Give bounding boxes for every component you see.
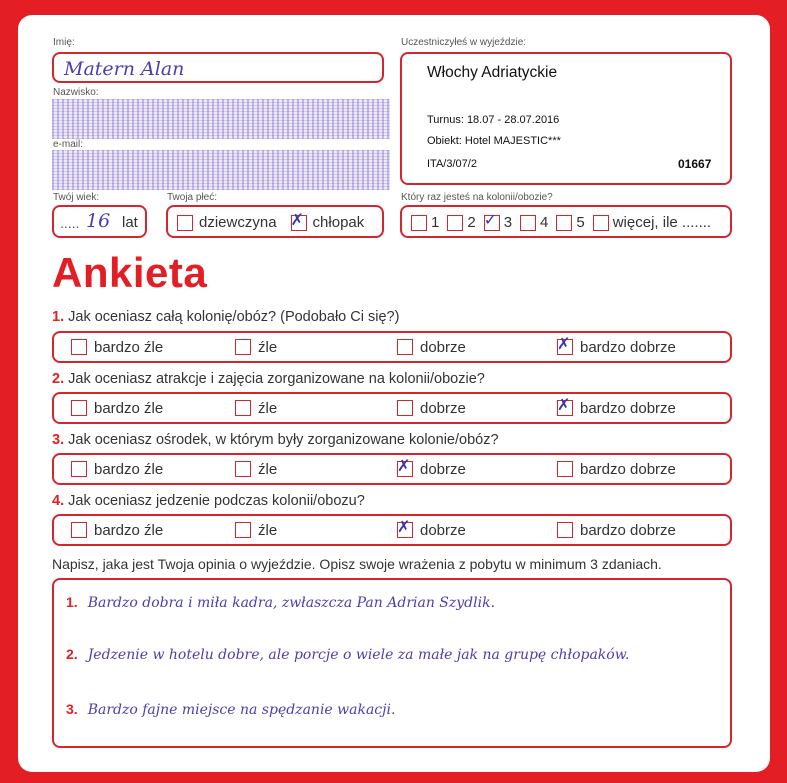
age-dots: ..... — [60, 215, 80, 231]
question-3-option-0 — [71, 455, 163, 483]
label-email: e-mail: — [53, 139, 84, 150]
opinion-line-3 — [66, 701, 395, 718]
question-2-answers — [52, 392, 732, 424]
question-4-number: 4. — [52, 493, 65, 509]
question-4-option-label-1: źle — [258, 521, 278, 539]
question-2-checkbox-2[interactable] — [397, 400, 413, 416]
times-checkbox-1[interactable] — [411, 215, 427, 231]
question-3-answers — [52, 453, 732, 485]
times-checkbox-5[interactable] — [556, 215, 572, 231]
age-unit: lat — [122, 214, 138, 231]
question-2 — [52, 371, 485, 387]
question-1-option-label-0: bardzo źle — [94, 338, 164, 356]
question-4-option-label-3: bardzo dobrze — [580, 521, 676, 539]
age-field[interactable] — [52, 205, 147, 238]
question-4-option-3 — [557, 516, 676, 544]
age-value: 16 — [86, 210, 111, 232]
times-label-1: 1 — [431, 214, 440, 231]
question-4 — [52, 493, 365, 509]
name-value: Matern Alan — [64, 58, 185, 80]
gender-label-dziewczyna: dziewczyna — [199, 214, 277, 231]
question-2-option-label-3: bardzo dobrze — [580, 399, 676, 417]
question-4-checkbox-3[interactable] — [557, 522, 573, 538]
opinion-line-2 — [66, 646, 630, 663]
label-wiek: Twój wiek: — [53, 192, 100, 203]
question-2-option-label-1: źle — [258, 399, 278, 417]
trip-turnus: Turnus: 18.07 - 28.07.2016 — [427, 114, 560, 126]
question-3-checkbox-2[interactable] — [397, 456, 413, 477]
question-3-option-label-1: źle — [258, 460, 278, 478]
question-3-option-label-3: bardzo dobrze — [580, 460, 676, 478]
label-nazwisko: Nazwisko: — [53, 87, 99, 98]
question-3-text: Jak oceniasz ośrodek, w którym były zorganizowane kolonie/obóz? — [68, 432, 499, 448]
question-2-checkbox-3[interactable] — [557, 395, 573, 416]
question-4-answers — [52, 514, 732, 546]
question-3-option-3 — [557, 455, 676, 483]
question-4-checkbox-0[interactable] — [71, 522, 87, 538]
question-3-checkbox-0[interactable] — [71, 461, 87, 477]
question-1-checkbox-0[interactable] — [71, 339, 87, 355]
question-1-option-label-1: źle — [258, 338, 278, 356]
question-2-checkbox-1[interactable] — [235, 400, 251, 416]
question-3-option-label-2: dobrze — [420, 460, 466, 478]
question-3-option-1 — [235, 455, 277, 483]
question-2-number: 2. — [52, 371, 65, 387]
question-2-option-2 — [397, 394, 466, 422]
times-label-wiecej: więcej, ile ....... — [612, 214, 712, 231]
opinion-line-2-number: 2. — [66, 646, 78, 662]
times-checkbox-wiecej[interactable] — [593, 215, 609, 231]
question-4-option-0 — [71, 516, 163, 544]
question-2-checkbox-0[interactable] — [71, 400, 87, 416]
question-2-option-label-0: bardzo źle — [94, 399, 164, 417]
times-label-5: 5 — [576, 214, 585, 231]
question-4-checkbox-1[interactable] — [235, 522, 251, 538]
check-mark-icon: ✗ — [557, 395, 571, 414]
opinion-line-1-text: Bardzo dobra i miła kadra, zwłaszcza Pan Adrian Szydlik. — [87, 595, 496, 611]
times-label-2: 2 — [467, 214, 476, 231]
times-checkbox-2[interactable] — [447, 215, 463, 231]
question-1-checkbox-3[interactable] — [557, 334, 573, 355]
label-imie: Imię: — [53, 37, 75, 48]
question-1-text: Jak oceniasz całą kolonię/obóz? (Podobało Ci się?) — [68, 309, 400, 325]
opinion-line-3-number: 3. — [66, 701, 78, 717]
question-1-checkbox-2[interactable] — [397, 339, 413, 355]
gender-checkbox-chlopak[interactable] — [290, 209, 307, 231]
trip-code: ITA/3/07/2 — [427, 158, 477, 170]
check-mark-icon: ✗ — [557, 334, 571, 353]
question-4-option-label-2: dobrze — [420, 521, 466, 539]
question-1-option-1 — [235, 333, 277, 361]
check-mark-icon: ✗ — [397, 456, 411, 475]
question-1-option-3 — [557, 333, 676, 361]
gender-mark-1: ✗ — [290, 209, 304, 229]
trip-number: 01667 — [678, 157, 712, 171]
question-1-number: 1. — [52, 309, 65, 325]
trip-name: Włochy Adriatyckie — [427, 64, 558, 81]
times-field — [400, 205, 732, 238]
question-2-option-label-2: dobrze — [420, 399, 466, 417]
question-2-option-0 — [71, 394, 163, 422]
survey-title: Ankieta — [52, 249, 208, 296]
question-1 — [52, 309, 399, 325]
question-3-option-label-0: bardzo źle — [94, 460, 164, 478]
question-2-option-1 — [235, 394, 277, 422]
times-label-4: 4 — [540, 214, 549, 231]
question-1-option-2 — [397, 333, 466, 361]
question-4-option-1 — [235, 516, 277, 544]
gender-checkbox-dziewczyna[interactable] — [177, 215, 193, 231]
times-label-3: 3 — [503, 214, 513, 231]
opinion-line-2-text: Jedzenie w hotelu dobre, ale porcje o wiele za małe jak na grupę chłopaków. — [87, 647, 630, 663]
check-mark-icon: ✗ — [397, 517, 411, 536]
trip-obiekt: Obiekt: Hotel MAJESTIC*** — [427, 135, 561, 147]
question-2-text: Jak oceniasz atrakcje i zajęcia zorganizowane na kolonii/obozie? — [68, 371, 485, 387]
gender-label-chlopak: chłopak — [312, 214, 365, 231]
email-redacted — [52, 150, 390, 190]
question-1-option-label-2: dobrze — [420, 338, 466, 356]
question-3-checkbox-1[interactable] — [235, 461, 251, 477]
question-4-text: Jak oceniasz jedzenie podczas kolonii/obozu? — [68, 493, 365, 509]
question-1-option-label-3: bardzo dobrze — [580, 338, 676, 356]
gender-field — [166, 205, 384, 238]
label-ktory-raz: Który raz jesteś na kolonii/obozie? — [401, 192, 553, 203]
opinion-line-1-number: 1. — [66, 594, 78, 610]
label-plec: Twoja płeć: — [167, 192, 218, 203]
question-4-checkbox-2[interactable] — [397, 517, 413, 538]
question-3 — [52, 432, 499, 448]
name-field[interactable] — [52, 52, 384, 83]
times-checkbox-3[interactable] — [483, 209, 500, 231]
question-2-option-3 — [557, 394, 676, 422]
question-1-checkbox-1[interactable] — [235, 339, 251, 355]
question-1-option-0 — [71, 333, 163, 361]
times-mark-2: ✓ — [483, 209, 498, 229]
label-uczestniczyles: Uczestniczyłeś w wyjeździe: — [401, 37, 527, 48]
question-4-option-label-0: bardzo źle — [94, 521, 164, 539]
question-3-option-2 — [397, 455, 466, 483]
opinion-line-3-text: Bardzo fajne miejsce na spędzanie wakacji. — [87, 702, 396, 718]
question-3-number: 3. — [52, 432, 65, 448]
trip-box — [400, 52, 732, 185]
question-4-option-2 — [397, 516, 466, 544]
opinion-line-1 — [66, 594, 495, 611]
surname-redacted — [52, 99, 390, 139]
opinion-prompt: Napisz, jaka jest Twoja opinia o wyjeździe. Opisz swoje wrażenia z pobytu w minimum 3 zdaniach. — [52, 556, 662, 572]
question-3-checkbox-3[interactable] — [557, 461, 573, 477]
times-checkbox-4[interactable] — [520, 215, 536, 231]
question-1-answers — [52, 331, 732, 363]
